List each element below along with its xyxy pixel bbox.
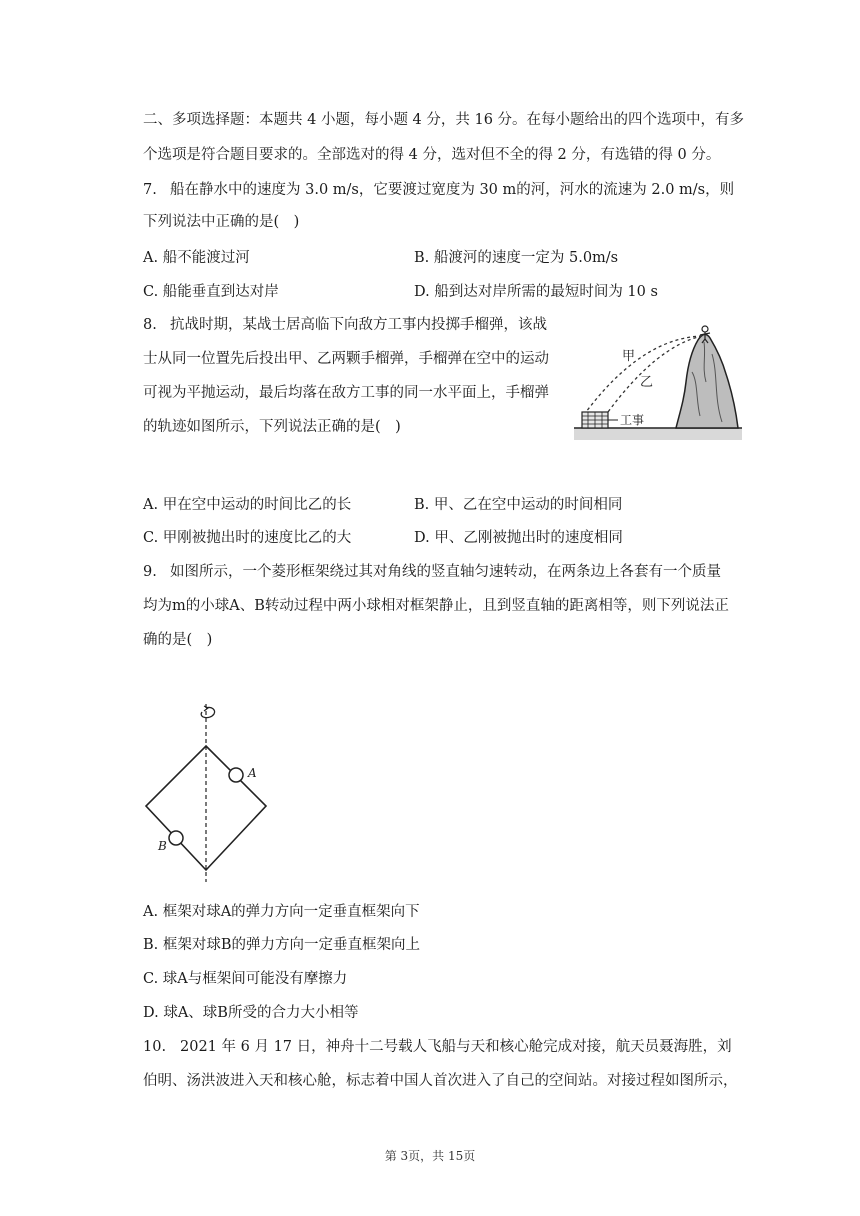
q9-rhombus-figure [140, 700, 280, 884]
q8-number: 8. [143, 317, 157, 333]
q7-option-a: A. 船不能渡过河 [143, 250, 250, 266]
rotation-arrow-icon [201, 706, 214, 718]
ground [574, 428, 742, 440]
q8-stem-line-1: 抗战时期，某战士居高临下向敌方工事内投掷手榴弹，该战 [170, 317, 547, 333]
q9-option-a: A. 框架对球A的弹力方向一定垂直框架向下 [143, 904, 420, 920]
q9-stem-line-2: 均为m的小球A、B转动过程中两小球相对框架静止，且到竖直轴的距离相等，则下列说法正 [143, 598, 729, 614]
cliff [676, 334, 738, 428]
q10-stem-line-1: 2021 年 6 月 17 日，神舟十二号载人飞船与天和核心舱完成对接，航天员聂海胜，刘 [180, 1039, 732, 1055]
section-header-line-1: 二、多项选择题：本题共 4 小题，每小题 4 分，共 16 分。在每小题给出的四个选项中，有多 [143, 112, 745, 128]
q7-option-b: B. 船渡河的速度一定为 5.0m/s [414, 250, 619, 266]
label-jia: 甲 [622, 349, 636, 364]
q8-option-a: A. 甲在空中运动的时间比乙的长 [143, 497, 352, 513]
q10-number: 10. [143, 1039, 167, 1055]
q7-option-d: D. 船到达对岸所需的最短时间为 10 s [414, 284, 658, 300]
q8-stem-line-3: 可视为平抛运动，最后均落在敌方工事的同一水平面上，手榴弹 [143, 385, 549, 401]
q7-stem-line-2: 下列说法中正确的是( ) [143, 214, 300, 230]
ball-b [169, 831, 183, 845]
q8-option-c: C. 甲刚被抛出时的速度比乙的大 [143, 530, 352, 546]
q9-stem-line-3: 确的是( ) [143, 632, 213, 648]
ball-a [229, 768, 243, 782]
q9-option-d: D. 球A、球B所受的合力大小相等 [143, 1005, 359, 1021]
q8-option-d: D. 甲、乙刚被抛出时的速度相同 [414, 530, 623, 546]
q8-trajectory-figure [572, 312, 744, 444]
q9-stem-line-1: 如图所示，一个菱形框架绕过其对角线的竖直轴匀速转动，在两条边上各套有一个质量 [170, 564, 721, 580]
label-gongshi: 工事 [620, 413, 645, 427]
q8-stem-line-2: 士从同一位置先后投出甲、乙两颗手榴弹，手榴弹在空中的运动 [143, 351, 549, 367]
q8-option-b: B. 甲、乙在空中运动的时间相同 [414, 497, 623, 513]
q9-option-b: B. 框架对球B的弹力方向一定垂直框架向上 [143, 937, 421, 953]
label-ball-b: B [158, 839, 167, 853]
q9-option-c: C. 球A与框架间可能没有摩擦力 [143, 971, 348, 987]
q7-number: 7. [143, 182, 157, 198]
section-header-line-2: 个选项是符合题目要求的。全部选对的得 4 分，选对但不全的得 2 分，有选错的得 0 分。 [143, 147, 721, 163]
label-ball-a: A [248, 766, 257, 780]
bunker [582, 412, 618, 428]
q7-option-c: C. 船能垂直到达对岸 [143, 284, 279, 300]
label-yi: 乙 [640, 375, 654, 390]
q10-stem-line-2: 伯明、汤洪波进入天和核心舱，标志着中国人首次进入了自己的空间站。对接过程如图所示， [143, 1073, 738, 1089]
q9-number: 9. [143, 564, 157, 580]
page-footer: 第 3页，共 15页 [384, 1149, 476, 1163]
q8-stem-line-4: 的轨迹如图所示，下列说法正确的是( ) [143, 419, 401, 435]
q7-stem-line-1: 船在静水中的速度为 3.0 m/s，它要渡过宽度为 30 m的河，河水的流速为 2.0 m/s，则 [170, 182, 735, 198]
